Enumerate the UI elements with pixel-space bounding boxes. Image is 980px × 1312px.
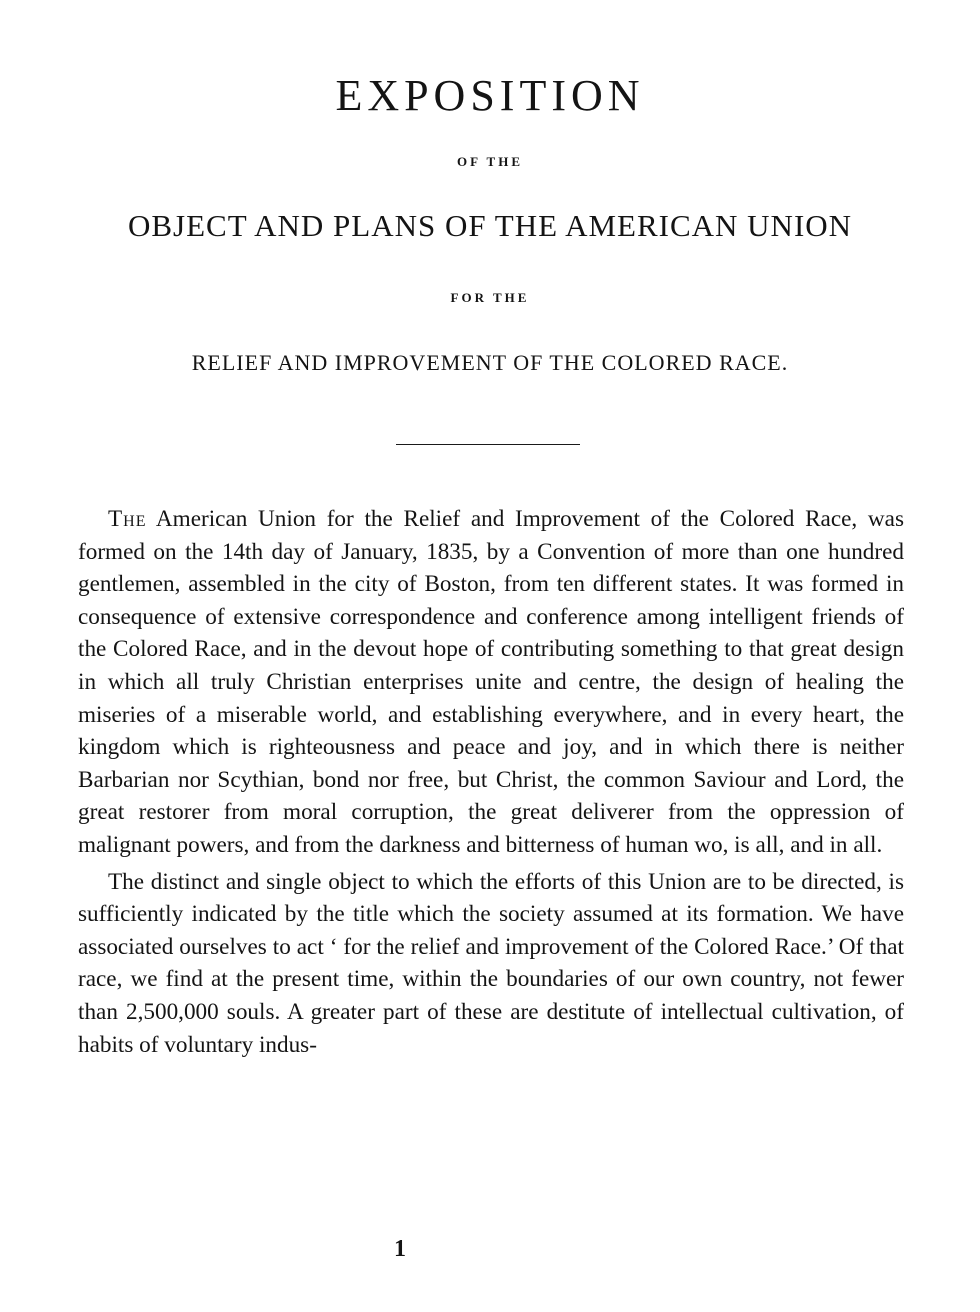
paragraph-1 [78,503,904,862]
section-divider [396,444,580,445]
subtitle-relief-and-improvement: RELIEF AND IMPROVEMENT OF THE COLORED RACE. [191,350,789,375]
subtitle-object-and-plans: OBJECT AND PLANS OF THE AMERICAN UNION [127,208,853,243]
title-connector-for-the: FOR THE [450,290,530,305]
title-connector-of-the: OF THE [456,154,524,169]
paragraph-2: The distinct and single object to which the efforts of this Union are to be directed, is sufficiently indicated by the title which the society assumed at its formation. We have associated ourselves to act ‘ for the relief and improvement of the Colored Race.’ Of that race, we find at the present time, within the boundaries of our own country, not fewer than 2,500,000 souls. A greater part of these are destitute of intellectual cultivation, of habits of voluntary indus- [78,868,904,1058]
page-title: EXPOSITION [335,71,645,120]
body-text [78,503,904,1061]
paragraph-1-lead-word: The [108,506,147,532]
page-number: 1 [394,1236,406,1262]
paragraph-1-text: American Union for the Relief and Improvement of the Colored Race, was formed on the 14th day of January, 1835, by a Convention of more than one hundred gentlemen, assembled in the city of Boston, from ten different states. It was formed in consequence of extensive correspondence and conference among intelligent friends of the Colored Race, and in the devout hope of contributing something to that great design in which all truly Christian enterprises unite and centre, the design of healing the miseries of a miserable world, and establishing everywhere, and in every heart, the kingdom which is righteousness and peace and joy, and in which there is neither Barbarian nor Scythian, bond nor free, but Christ, the common Saviour and Lord, the great restorer from moral corruption, the great deliverer from the oppression of malignant powers, and from the darkness and bitterness of human wo, is all, and in all. [78,506,904,858]
